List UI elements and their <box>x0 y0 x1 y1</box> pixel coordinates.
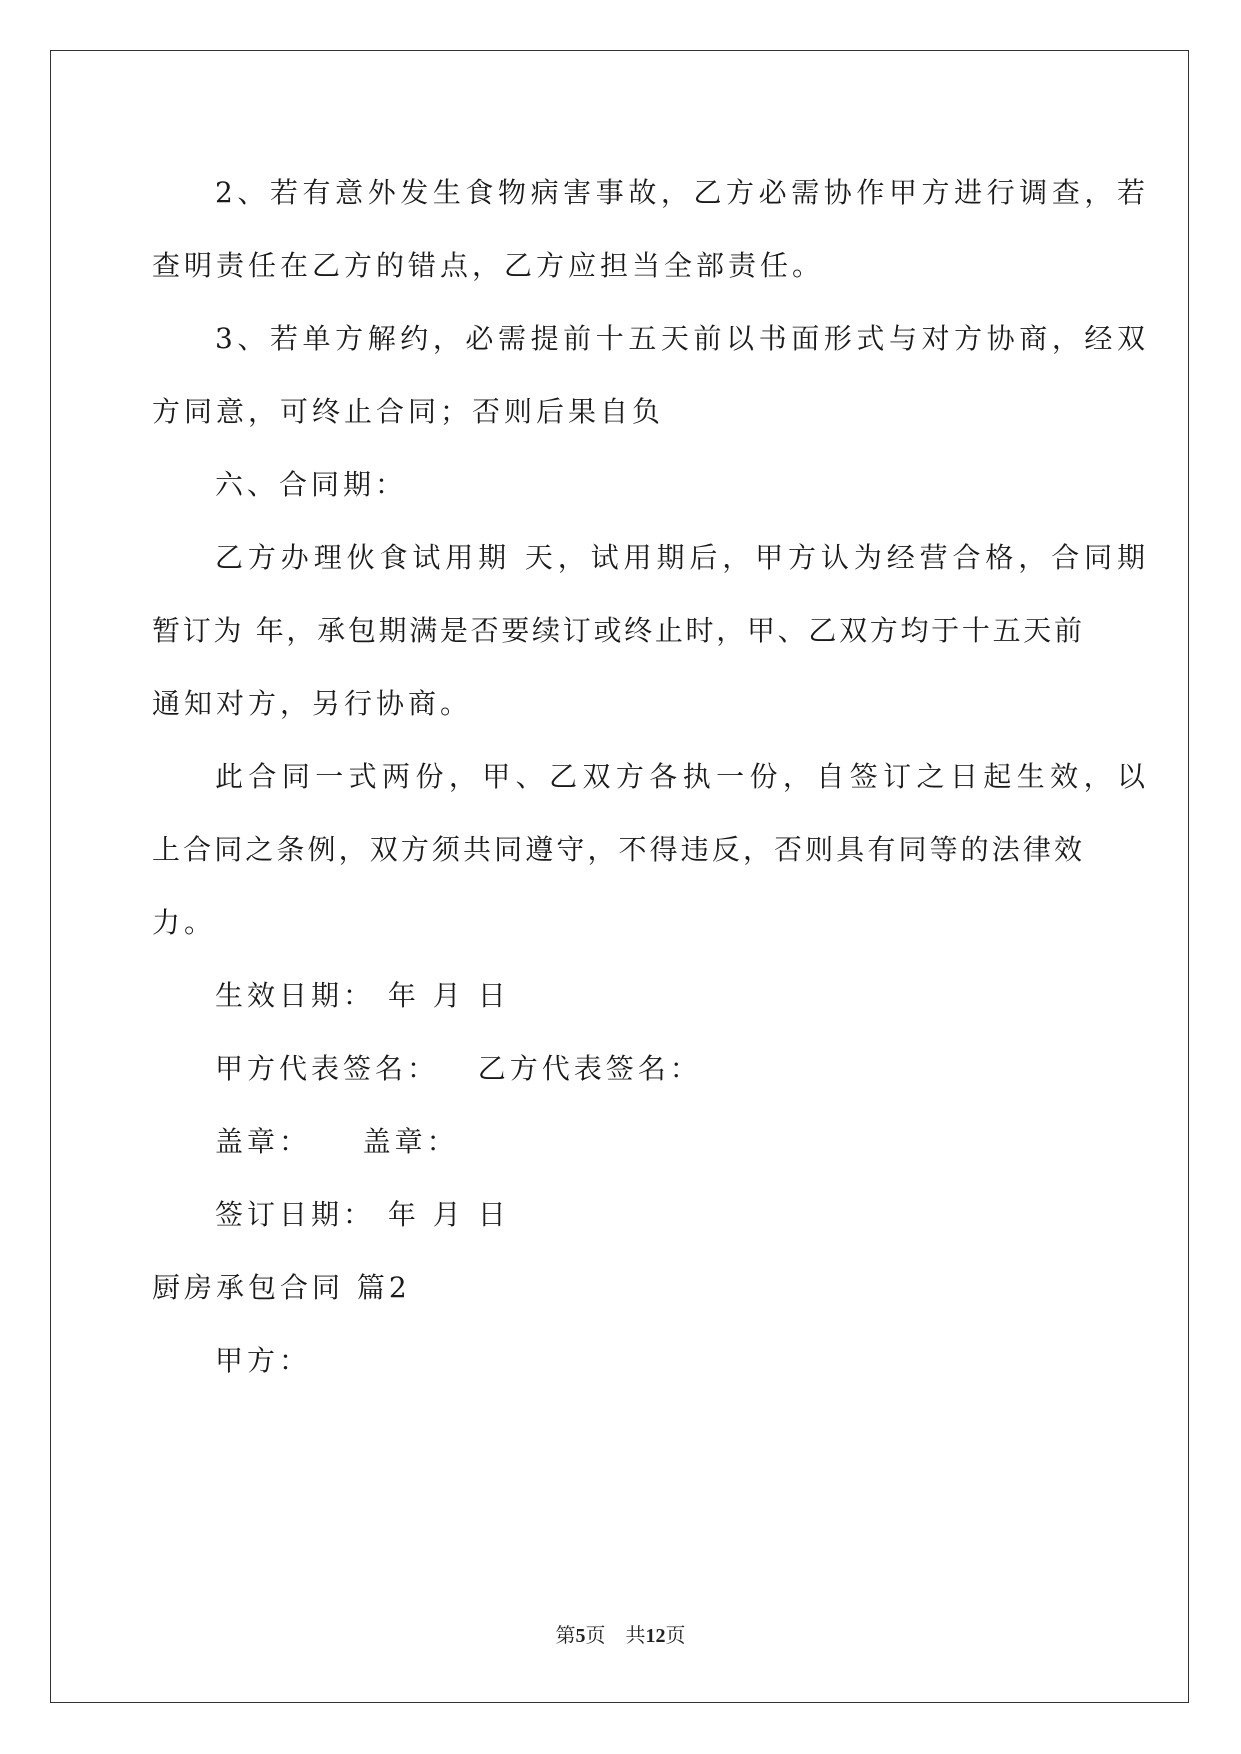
seal-line: 盖章： 盖章： <box>215 1125 459 1158</box>
paragraph-line: 方同意，可终止合同；否则后果自负 <box>152 395 665 428</box>
total-prefix: 共 <box>625 1623 646 1647</box>
paragraph-line: 此合同一式两份，甲、乙双方各执一份，自签订之日起生效，以 <box>215 760 1145 793</box>
paragraph-line: 乙方办理伙食试用期 天，试用期后，甲方认为经营合格，合同期 <box>215 541 1145 574</box>
signing-date-line: 签订日期： 年 月 日 <box>215 1198 510 1231</box>
page-border <box>50 50 1189 1703</box>
paragraph-line: 力。 <box>152 906 217 939</box>
paragraph-line: 上合同之条例，双方须共同遵守，不得违反，否则具有同等的法律效 <box>152 833 1082 866</box>
total-pages: 12 <box>645 1625 666 1647</box>
signature-line: 甲方代表签名： 乙方代表签名： <box>215 1052 702 1085</box>
page-footer <box>0 1621 1241 1650</box>
paragraph-line: 暂订为 年，承包期满是否要续订或终止时，甲、乙双方均于十五天前 <box>152 614 1082 647</box>
party-a-line: 甲方： <box>215 1344 312 1377</box>
page-number: 5 <box>575 1625 586 1647</box>
paragraph-line: 2、若有意外发生食物病害事故，乙方必需协作甲方进行调查，若 <box>215 176 1145 209</box>
section-heading: 六、合同期： <box>215 468 408 501</box>
effective-date-line: 生效日期： 年 月 日 <box>215 979 510 1012</box>
paragraph-line: 3、若单方解约，必需提前十五天前以书面形式与对方协商，经双 <box>215 322 1145 355</box>
section-title: 厨房承包合同 篇2 <box>152 1271 411 1304</box>
paragraph-line: 查明责任在乙方的错点，乙方应担当全部责任。 <box>152 249 825 282</box>
total-suffix: 页 <box>665 1623 686 1647</box>
page-suffix: 页 <box>585 1623 606 1647</box>
page-prefix: 第 <box>555 1623 576 1647</box>
paragraph-line: 通知对方，另行协商。 <box>152 687 473 720</box>
